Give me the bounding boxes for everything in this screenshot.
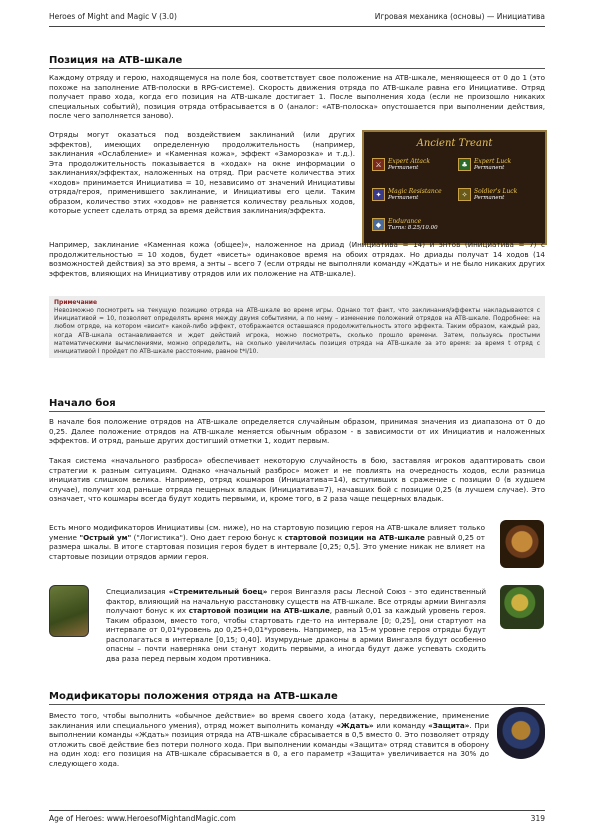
paragraph-logistics: Есть много модификаторов Инициативы (см. ниже), но на стартовую позицию героя на ATB-шкале влияет только умение "Острый ум" ("Логистика"). Оно дает герою бонус к стартовой позиции на ATB-шкале равный 0,25 от размера шкалы. В итоге стартовая позиция героя будет в интервале [0,25; 0,5]. Это умение никак не влияет на стартовые позиции отрядов армии героя. xyxy=(49,523,485,561)
note-box xyxy=(49,296,545,358)
skill-magic-resistance: ✦ Magic Resistance Permanent xyxy=(372,188,442,202)
vingael-portrait xyxy=(49,585,89,637)
skill-expert-attack: ⚔ Expert Attack Permanent xyxy=(372,158,430,172)
header-left: Heroes of Might and Magic V (3.0) xyxy=(49,12,177,21)
skill-soldiers-luck: ✧ Soldier's Luck Permanent xyxy=(458,188,517,202)
ancient-treant-panel xyxy=(362,130,547,245)
logistics-skill-icon xyxy=(500,520,544,568)
paragraph-spell-duration: Отряды могут оказаться под воздействием заклинаний (или других эффектов), имеющих определенную продолжительность (например, заклинания «Ослабление» и «Каменная кожа», эффект «Заморозка» и т.д.). Эта продолжительность показывается в «ходах» на окне информации о заклинаниях/эффектах, наложенных на отряд. При расчете количества этих «ходов» принимается Инициатива = 10, независимо от значений Инициативы отряда/героя, применившего заклинание, и Инициативы его цели. Таким образом, количество этих «ходов» не равняется количеству реальных ходов, которые успеет сделать отряд за время действия заклинания/эффекта. xyxy=(49,130,355,215)
swift-fighter-specialty-icon xyxy=(500,585,544,629)
page-number: 319 xyxy=(530,814,545,823)
paragraph-spread-system: Такая система «начального разброса» обеспечивает некоторую случайность в бою, заставляя игроков адаптировать свои стратегии к разным ситуациям. Однако «начальный разброс» может и не повлиять на очередность ходов, если разница инициатив слишком велика. Например, отряд кошмаров (Инициатива=14), вступивших в сражение с позиции 0 (в худшем случае), получит ход раньше отряда пещерных владык (Инициатива=7), начавших бой с позиции 0,25 (в лучшем случае). Это означает, что кошмары всегда будут ходить первыми, и, кроме того, в 2 раза чаще пещерных владык. xyxy=(49,456,545,503)
defend-shield-icon xyxy=(497,707,545,759)
paragraph-initial-spread: В начале боя положение отрядов на ATB-шкале определяется случайным образом, принимая значения из диапазона от 0 до 0,25. Далее положение отрядов на ATB-шкале меняется обычным образом - в зависимости от их Инициатив и наложенных эффектов. И отряд, раньше других достигший отметки 1, ходит первым. xyxy=(49,417,545,445)
footer-site: Age of Heroes: www.HeroesofMightandMagic.com xyxy=(49,814,236,823)
page-header xyxy=(49,12,545,27)
note-title: Примечание xyxy=(54,299,98,306)
stone-skin-icon: ◆ xyxy=(372,218,385,231)
magic-shield-icon: ✦ xyxy=(372,188,385,201)
skill-expert-luck: ♣ Expert Luck Permanent xyxy=(458,158,511,172)
sword-icon: ⚔ xyxy=(372,158,385,171)
horseshoe-icon: ✧ xyxy=(458,188,471,201)
section-title-battle-start: Начало боя xyxy=(49,398,545,412)
treant-title: Ancient Treant xyxy=(416,138,493,149)
section-title-modifiers: Модификаторы положения отряда на ATB-шкале xyxy=(49,691,545,705)
section-title-atb-position: Позиция на ATB-шкале xyxy=(49,55,545,69)
clover-icon: ♣ xyxy=(458,158,471,171)
effect-endurance: ◆ Endurance Turns: 8.25/10.00 xyxy=(372,218,438,232)
paragraph-wait-defend: Вместо того, чтобы выполнить «обычное действие» во время своего хода (атаку, передвижение, применение заклинания или специального умения), отряд может выполнить команду «Ждать» или команду «Защита». При выполнении команды «Ждать» позиция отряда на ATB-шкале сбрасывается в 0,5 вместо 0. Это позволяет отряду отложить своё действие без потери полного хода. При выполнении команды «Защита» отряд ставится в оборону на один ход: его позиция на ATB-шкале сбрасывается в 0, а его параметр «Защита» увеличивается на 30% до следующего хода. xyxy=(49,711,490,768)
page-footer xyxy=(49,810,545,823)
paragraph-stone-skin-example: Например, заклинание «Каменная кожа (общее)», наложенное на дриад (Инициатива = 14) и энтов (Инициатива = 7) с продолжительностью = 10 ходов, будет «висеть» одинаковое время на обоих отрядах. Но дриады получат 14 ходов (14 возможностей действия) за это время, а энты – всего 7 (если отряды не выполняли команду «Ждать» и не было никаких других эффектов, влияющих на Инициативу отрядов или их положение на ATB-шкале). xyxy=(49,240,545,278)
paragraph-atb-intro: Каждому отряду и герою, находящемуся на поле боя, соответствует свое положение на ATB-шкале, меняющееся от 0 до 1 (это похоже на заполнение ATB-полоски в RPG-системе). Скорость движения отряда по ATB-шкале равна его Инициативе. Отряд получает право хода, когда его позиция на ATB-шкале достигает 1. После выполнения хода (если не произошло никаких специальных событий), позиция отряда отбрасывается в 0 (аналог: «ATB-полоска» опустошается при выполнении действия, после чего заполняется заново). xyxy=(49,73,545,120)
header-right: Игровая механика (основы) — Инициатива xyxy=(374,12,545,21)
note-body: Невозможно посмотреть на текущую позицию отряда на ATB-шкале во время игры. Однако тот факт, что заклинания/эффекты накладываются с Инициативой = 10, позволяет определять время между двумя событиями, а по нему – изменение положений отрядов на ATB-шкале. Подробнее: на любом отряде, на котором «висит» какой-либо эффект, отображается оставшаяся продолжительность этого эффекта. Таким образом, каждый раз, когда ATB-шкала останавливается и ждет действий игрока, можно посмотреть, сколько прошло времени. Затем, пользуясь простыми математическими вычислениями, можно определить, на сколько увеличилась позиция отряда на ATB-шкале за это время: за время t отряд с инициативой I пройдет по ATB-шкале расстояние, равное t*I/10. xyxy=(54,307,540,356)
paragraph-vingael-text: Специализация «Стремительный боец» героя Вингаэля расы Лесной Союз - это единственный фактор, влияющий на начальную расстановку существ на ATB-шкале. Все отряды армии Вингаэля получают бонус к их стартовой позиции на ATB-шкале, равный 0,01 за каждый уровень героя. Таким образом, вместо того, чтобы стартовать где-то на интервале [0; 0,25], они стартуют на интервале от 0,01*уровень до 0,25+0,01*уровень. Например, на 15-м уровне героя отряды будут располагаться в интервале [0,15; 0,40]. Изумрудные драконы в армии Вингаэля будут особенно опасны – почти наверняка они станут ходить первыми, а иногда будут даже успевать сходить два раза перед первым ходом противника. xyxy=(106,587,486,663)
